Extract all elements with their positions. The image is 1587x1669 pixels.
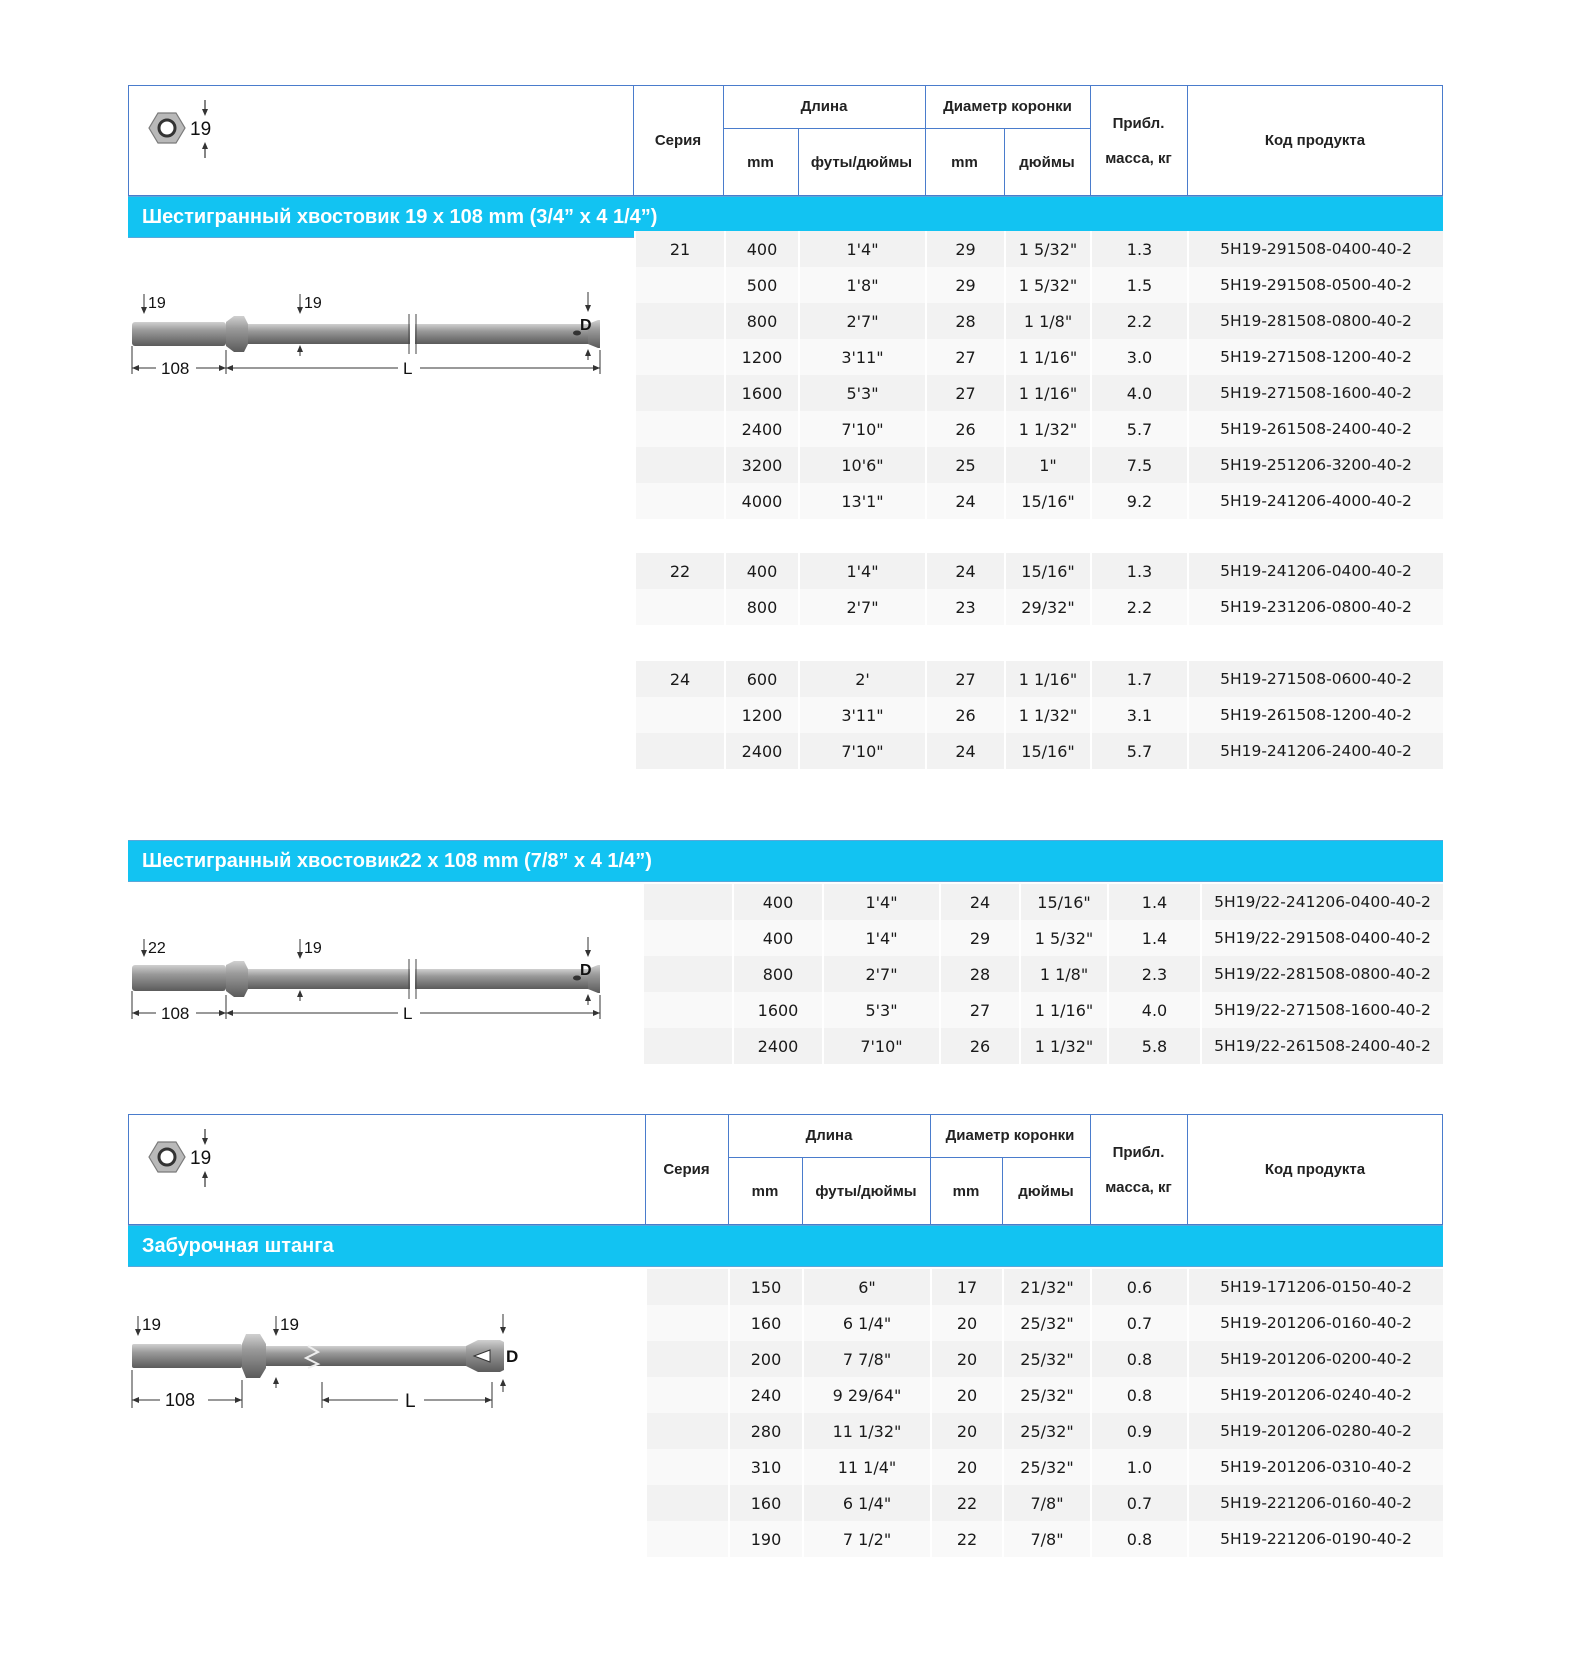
- cell-series: [645, 1413, 728, 1449]
- cell-din: 1 1/32": [1004, 697, 1090, 733]
- hex-dim-label: 19: [190, 119, 212, 140]
- table-row: [645, 1449, 1443, 1485]
- cell-code: 5H19-231206-0800-40-2: [1187, 589, 1443, 625]
- cell-dmm: 25: [925, 447, 1004, 483]
- cell-series: [642, 992, 732, 1028]
- cell-ftin: 7'10": [822, 1028, 939, 1064]
- cell-code: 5H19-271508-1200-40-2: [1187, 339, 1443, 375]
- cell-ftin: 1'4": [798, 553, 925, 589]
- cell-series: [634, 697, 724, 733]
- cell-mm: 600: [724, 661, 798, 697]
- shank-len-label-3: 108: [165, 1390, 196, 1410]
- cell-ftin: 2': [798, 661, 925, 697]
- cell-code: 5H19/22-241206-0400-40-2: [1200, 884, 1443, 920]
- cell-mass: 1.7: [1090, 661, 1187, 697]
- table-row: [634, 231, 1443, 267]
- cell-ftin: 6": [802, 1269, 930, 1305]
- cell-series: [645, 1341, 728, 1377]
- rod-drawing-2: [128, 935, 628, 1035]
- cell-din: 1 1/16": [1004, 339, 1090, 375]
- cell-mm: 400: [732, 884, 822, 920]
- header-mass: [1090, 1114, 1187, 1225]
- header-ftin: футы/дюймы: [810, 153, 913, 171]
- header-bit-diameter: Диаметр коронки: [943, 98, 1072, 115]
- cell-mm: 310: [728, 1449, 802, 1485]
- cell-series: [642, 920, 732, 956]
- cell-series: [642, 1028, 732, 1064]
- cell-din: 15/16": [1004, 483, 1090, 519]
- len-label-1: L: [403, 359, 413, 378]
- cell-dmm: 29: [925, 267, 1004, 303]
- cell-ftin: 5'3": [822, 992, 939, 1028]
- header-mm: mm: [747, 153, 774, 171]
- body-dim-label-2: 19: [304, 940, 322, 957]
- cell-din: 1 1/32": [1019, 1028, 1107, 1064]
- cell-din: 15/16": [1004, 733, 1090, 769]
- cell-mass: 1.4: [1107, 884, 1200, 920]
- cell-series: [634, 303, 724, 339]
- cell-mass: 0.8: [1090, 1341, 1187, 1377]
- cell-ftin: 11 1/4": [802, 1449, 930, 1485]
- cell-ftin: 3'11": [798, 339, 925, 375]
- header-product-code: Код продукта: [1264, 132, 1366, 149]
- cell-code: 5H19-221206-0160-40-2: [1187, 1485, 1443, 1521]
- cell-mass: 3.1: [1090, 697, 1187, 733]
- cell-din: 1": [1004, 447, 1090, 483]
- cell-series: [634, 447, 724, 483]
- cell-din: 1 5/32": [1019, 920, 1107, 956]
- cell-mass: 0.8: [1090, 1521, 1187, 1557]
- len-label-3: L: [405, 1391, 416, 1412]
- cell-mm: 800: [724, 589, 798, 625]
- table-row: [634, 697, 1443, 733]
- cell-mass: 2.2: [1090, 303, 1187, 339]
- cell-dmm: 20: [930, 1341, 1002, 1377]
- cell-code: 5H19-241206-2400-40-2: [1187, 733, 1443, 769]
- cell-code: 5H19-241206-0400-40-2: [1187, 553, 1443, 589]
- cell-series: [634, 267, 724, 303]
- table-row: [634, 303, 1443, 339]
- table-row: [642, 920, 1443, 956]
- cell-dmm: 22: [930, 1521, 1002, 1557]
- cell-dmm: 23: [925, 589, 1004, 625]
- table-row: [645, 1341, 1443, 1377]
- cell-mass: 1.0: [1090, 1449, 1187, 1485]
- table-row: [634, 589, 1443, 625]
- cell-mass: 3.0: [1090, 339, 1187, 375]
- cell-code: 5H19-241206-4000-40-2: [1187, 483, 1443, 519]
- header-series: Серия: [654, 132, 702, 149]
- header-ftin: футы/дюймы: [815, 1182, 917, 1200]
- cell-dmm: 27: [939, 992, 1019, 1028]
- cell-series: 24: [634, 661, 724, 697]
- cell-mass: 4.0: [1107, 992, 1200, 1028]
- table-row: [645, 1413, 1443, 1449]
- cell-mm: 1600: [724, 375, 798, 411]
- shank-dim-label-3: 19: [142, 1315, 161, 1334]
- cell-code: 5H19/22-281508-0800-40-2: [1200, 956, 1443, 992]
- cell-code: 5H19-251206-3200-40-2: [1187, 447, 1443, 483]
- cell-mass: 1.3: [1090, 231, 1187, 267]
- cell-dmm: 27: [925, 375, 1004, 411]
- cell-dmm: 20: [930, 1449, 1002, 1485]
- table-row: [642, 956, 1443, 992]
- cell-dmm: 29: [925, 231, 1004, 267]
- cell-dmm: 24: [925, 733, 1004, 769]
- hex-dim-label: 19: [190, 1148, 212, 1169]
- cell-ftin: 2'7": [822, 956, 939, 992]
- cell-dmm: 26: [925, 697, 1004, 733]
- cell-din: 15/16": [1019, 884, 1107, 920]
- table-row: [634, 411, 1443, 447]
- cell-series: [645, 1269, 728, 1305]
- header-dmm: mm: [952, 1182, 980, 1200]
- cell-mass: 0.7: [1090, 1305, 1187, 1341]
- header-inches: дюймы: [1018, 1182, 1074, 1200]
- cell-mm: 160: [728, 1485, 802, 1521]
- len-label-2: L: [403, 1004, 413, 1023]
- body-dim-label-3: 19: [280, 1315, 299, 1334]
- rod-drawing-3: [128, 1310, 548, 1420]
- cell-code: 5H19-201206-0200-40-2: [1187, 1341, 1443, 1377]
- cell-dmm: 17: [930, 1269, 1002, 1305]
- cell-series: [634, 483, 724, 519]
- cell-series: [642, 884, 732, 920]
- table-row: [642, 884, 1443, 920]
- cell-dmm: 28: [925, 303, 1004, 339]
- cell-mass: 9.2: [1090, 483, 1187, 519]
- cell-code: 5H19-221206-0190-40-2: [1187, 1521, 1443, 1557]
- cell-mass: 1.4: [1107, 920, 1200, 956]
- cell-dmm: 27: [925, 339, 1004, 375]
- cell-ftin: 1'8": [798, 267, 925, 303]
- cell-code: 5H19-261508-2400-40-2: [1187, 411, 1443, 447]
- cell-code: 5H19/22-271508-1600-40-2: [1200, 992, 1443, 1028]
- cell-ftin: 7'10": [798, 411, 925, 447]
- cell-mass: 5.7: [1090, 411, 1187, 447]
- body-dim-label-1: 19: [304, 295, 322, 312]
- cell-code: 5H19-171206-0150-40-2: [1187, 1269, 1443, 1305]
- cell-dmm: 24: [939, 884, 1019, 920]
- cell-code: 5H19-291508-0500-40-2: [1187, 267, 1443, 303]
- cell-dmm: 26: [925, 411, 1004, 447]
- cell-mass: 0.9: [1090, 1413, 1187, 1449]
- cell-mm: 3200: [724, 447, 798, 483]
- hex-profile-icon: [141, 92, 221, 172]
- cell-ftin: 2'7": [798, 303, 925, 339]
- table-row: [634, 447, 1443, 483]
- header-mm: mm: [751, 1182, 779, 1200]
- cell-ftin: 6 1/4": [802, 1305, 930, 1341]
- cell-mass: 7.5: [1090, 447, 1187, 483]
- cell-din: 25/32": [1002, 1341, 1090, 1377]
- cell-dmm: 26: [939, 1028, 1019, 1064]
- cell-din: 29/32": [1004, 589, 1090, 625]
- cell-din: 1 5/32": [1004, 267, 1090, 303]
- cell-mm: 400: [732, 920, 822, 956]
- cell-mass: 0.8: [1090, 1377, 1187, 1413]
- cell-series: [645, 1485, 728, 1521]
- header-mass-line1: Прибл.: [1112, 114, 1165, 132]
- cell-ftin: 2'7": [798, 589, 925, 625]
- cell-ftin: 7'10": [798, 733, 925, 769]
- cell-mm: 160: [728, 1305, 802, 1341]
- dia-label-3: D: [506, 1347, 519, 1366]
- table-row: [634, 733, 1443, 769]
- section-title-3: Забурочная штанга: [128, 1225, 1443, 1267]
- cell-ftin: 6 1/4": [802, 1485, 930, 1521]
- table-row: [645, 1269, 1443, 1305]
- table-row: [642, 1028, 1443, 1064]
- cell-mass: 1.5: [1090, 267, 1187, 303]
- cell-din: 25/32": [1002, 1413, 1090, 1449]
- cell-din: 1 5/32": [1004, 231, 1090, 267]
- cell-mass: 2.2: [1090, 589, 1187, 625]
- cell-ftin: 11 1/32": [802, 1413, 930, 1449]
- cell-din: 1 1/32": [1004, 411, 1090, 447]
- table-row: [634, 267, 1443, 303]
- cell-code: 5H19-201206-0310-40-2: [1187, 1449, 1443, 1485]
- cell-mm: 2400: [732, 1028, 822, 1064]
- cell-din: 7/8": [1002, 1521, 1090, 1557]
- cell-din: 1 1/16": [1019, 992, 1107, 1028]
- cell-mass: 0.6: [1090, 1269, 1187, 1305]
- cell-code: 5H19-271508-1600-40-2: [1187, 375, 1443, 411]
- header-series: Серия: [663, 1161, 710, 1178]
- table-row: [645, 1377, 1443, 1413]
- cell-ftin: 10'6": [798, 447, 925, 483]
- cell-series: [634, 339, 724, 375]
- cell-mm: 400: [724, 231, 798, 267]
- cell-dmm: 28: [939, 956, 1019, 992]
- cell-ftin: 9 29/64": [802, 1377, 930, 1413]
- cell-din: 7/8": [1002, 1485, 1090, 1521]
- header-product-code: Код продукта: [1264, 1161, 1366, 1178]
- section-title-2: Шестигранный хвостовик22 x 108 mm (7/8” x 4 1/4”): [128, 840, 1443, 882]
- cell-series: [645, 1521, 728, 1557]
- header-dmm: mm: [951, 153, 978, 171]
- cell-mass: 1.3: [1090, 553, 1187, 589]
- cell-mm: 240: [728, 1377, 802, 1413]
- dia-label-2: D: [580, 962, 592, 979]
- cell-ftin: 1'4": [798, 231, 925, 267]
- cell-series: [634, 589, 724, 625]
- cell-mm: 800: [724, 303, 798, 339]
- cell-mm: 400: [724, 553, 798, 589]
- cell-code: 5H19-201206-0160-40-2: [1187, 1305, 1443, 1341]
- cell-series: 22: [634, 553, 724, 589]
- cell-series: [634, 733, 724, 769]
- header-mass-line2: масса, кг: [1105, 149, 1172, 167]
- table-row: [634, 375, 1443, 411]
- header-length: Длина: [800, 98, 848, 115]
- cell-code: 5H19-261508-1200-40-2: [1187, 697, 1443, 733]
- cell-series: [642, 956, 732, 992]
- rod-drawing-1: [128, 290, 628, 390]
- cell-din: 1 1/16": [1004, 661, 1090, 697]
- cell-ftin: 5'3": [798, 375, 925, 411]
- cell-code: 5H19-291508-0400-40-2: [1187, 231, 1443, 267]
- cell-ftin: 7 7/8": [802, 1341, 930, 1377]
- cell-mm: 1600: [732, 992, 822, 1028]
- cell-mass: 5.7: [1090, 733, 1187, 769]
- cell-mm: 800: [732, 956, 822, 992]
- cell-mm: 4000: [724, 483, 798, 519]
- hex-profile-icon: [141, 1121, 221, 1201]
- cell-code: 5H19-271508-0600-40-2: [1187, 661, 1443, 697]
- cell-mm: 500: [724, 267, 798, 303]
- cell-din: 1 1/8": [1019, 956, 1107, 992]
- header-mass-line2: масса, кг: [1105, 1178, 1172, 1196]
- table-row: [642, 992, 1443, 1028]
- cell-dmm: 22: [930, 1485, 1002, 1521]
- shank-dim-label-1: 19: [148, 295, 166, 312]
- cell-series: 21: [634, 231, 724, 267]
- shank-len-label-1: 108: [161, 359, 190, 378]
- cell-mass: 0.7: [1090, 1485, 1187, 1521]
- cell-ftin: 1'4": [822, 884, 939, 920]
- cell-mm: 280: [728, 1413, 802, 1449]
- table-row: [634, 483, 1443, 519]
- cell-mass: 2.3: [1107, 956, 1200, 992]
- cell-mm: 2400: [724, 411, 798, 447]
- shank-len-label-2: 108: [161, 1004, 190, 1023]
- cell-dmm: 20: [930, 1413, 1002, 1449]
- cell-din: 1 1/8": [1004, 303, 1090, 339]
- header-inches: дюймы: [1019, 153, 1075, 171]
- cell-series: [634, 375, 724, 411]
- cell-din: 25/32": [1002, 1449, 1090, 1485]
- cell-mm: 200: [728, 1341, 802, 1377]
- cell-dmm: 24: [925, 483, 1004, 519]
- table-row: [634, 339, 1443, 375]
- cell-code: 5H19-281508-0800-40-2: [1187, 303, 1443, 339]
- cell-mm: 150: [728, 1269, 802, 1305]
- cell-ftin: 13'1": [798, 483, 925, 519]
- cell-mass: 5.8: [1107, 1028, 1200, 1064]
- shank-dim-label-2: 22: [148, 940, 166, 957]
- cell-mass: 4.0: [1090, 375, 1187, 411]
- cell-mm: 190: [728, 1521, 802, 1557]
- section-title-1: Шестигранный хвостовик 19 x 108 mm (3/4” x 4 1/4”): [128, 196, 1443, 238]
- cell-code: 5H19/22-291508-0400-40-2: [1200, 920, 1443, 956]
- header-length: Длина: [805, 1127, 853, 1144]
- cell-din: 25/32": [1002, 1377, 1090, 1413]
- cell-dmm: 27: [925, 661, 1004, 697]
- cell-dmm: 24: [925, 553, 1004, 589]
- cell-mm: 1200: [724, 697, 798, 733]
- cell-ftin: 1'4": [822, 920, 939, 956]
- table-row: [634, 661, 1443, 697]
- cell-series: [645, 1377, 728, 1413]
- cell-series: [645, 1449, 728, 1485]
- cell-code: 5H19-201206-0240-40-2: [1187, 1377, 1443, 1413]
- cell-mm: 2400: [724, 733, 798, 769]
- cell-din: 15/16": [1004, 553, 1090, 589]
- cell-dmm: 20: [930, 1377, 1002, 1413]
- cell-din: 21/32": [1002, 1269, 1090, 1305]
- cell-dmm: 29: [939, 920, 1019, 956]
- table-row: [634, 553, 1443, 589]
- cell-code: 5H19/22-261508-2400-40-2: [1200, 1028, 1443, 1064]
- cell-code: 5H19-201206-0280-40-2: [1187, 1413, 1443, 1449]
- cell-din: 1 1/16": [1004, 375, 1090, 411]
- cell-ftin: 7 1/2": [802, 1521, 930, 1557]
- cell-din: 25/32": [1002, 1305, 1090, 1341]
- cell-mm: 1200: [724, 339, 798, 375]
- table-row: [645, 1485, 1443, 1521]
- cell-dmm: 20: [930, 1305, 1002, 1341]
- cell-series: [645, 1305, 728, 1341]
- header-bit-diameter: Диаметр коронки: [945, 1127, 1075, 1144]
- cell-ftin: 3'11": [798, 697, 925, 733]
- header-mass: [1090, 85, 1187, 196]
- header-mass-line1: Прибл.: [1112, 1143, 1165, 1161]
- table-row: [645, 1305, 1443, 1341]
- cell-series: [634, 411, 724, 447]
- table-row: [645, 1521, 1443, 1557]
- dia-label-1: D: [580, 317, 592, 334]
